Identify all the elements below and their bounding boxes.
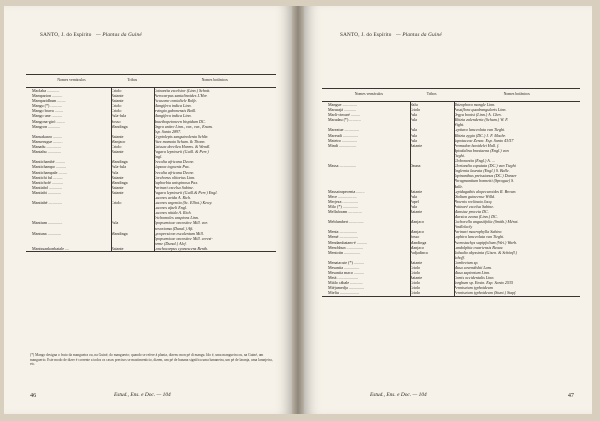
botanical-name-cell: Irvingia gabonensis Baill. [153, 108, 197, 114]
tribe-cell: Baiante [111, 184, 124, 190]
botanical-name-cell: Trichomoles unspions Linn. [153, 215, 199, 221]
botanical-name-cell: Phragmantium bonnetti (Sprague) S. [453, 178, 515, 184]
tribe-cell: Manjaco [409, 244, 425, 250]
table-body [26, 88, 276, 251]
vernacular-name-cell: Marli-cimuré ......... [328, 112, 361, 118]
tribe-cell: Criolo [111, 144, 122, 150]
tribe-cell: Mandinga [111, 179, 128, 185]
tribe-cell: Baiante [111, 189, 124, 195]
table-row [322, 290, 580, 295]
botanical-name-cell: Tieghi. [453, 152, 465, 158]
tribe-cell: Fula [111, 169, 119, 175]
botanical-name-cell: Psorostachys sapipfolium (Wei.) Warb. [453, 239, 518, 245]
tribe-cell: Fula [409, 137, 417, 143]
botanical-name-cell: Pennisetum typhoideum [453, 285, 493, 291]
tribe-cell: Baiante [409, 142, 423, 148]
vernacular-name-cell: Mece .................. [328, 193, 357, 199]
botanical-name-cell: Lucenes urgentia (Sc. Elliot.) Kewy. [153, 200, 213, 206]
botanical-name-cell: Fagara leprieurii (Guill. & Perr.) [153, 149, 209, 155]
tribe-cell: Baiante [409, 208, 423, 214]
vernacular-name-cell: Mantichofé ........... [32, 179, 64, 185]
tribe-cell: Criolo [111, 103, 122, 109]
tribe-cell: Baiante [409, 259, 423, 265]
table-header [26, 75, 276, 88]
vernacular-name-cell: Mantuna ............. [32, 230, 61, 236]
column-header-tribes: Tribos [426, 92, 437, 97]
plant-names-table [322, 88, 580, 297]
botanical-name-cell: Mansiae proceta DC. [453, 208, 489, 214]
tribe-cell: Baiante [111, 133, 124, 139]
botanical-name-cell: Epopsvmicae oncostive Mill. var. [153, 220, 208, 226]
tribe-cell: Criolo [409, 107, 421, 113]
vernacular-name-cell: Metá .................... [328, 275, 358, 281]
botanical-name-cell: Sorghum sp. Ensin. Esp. Santo 2535 [453, 280, 514, 286]
header-title: — Plantas da Guiné [96, 32, 142, 38]
vernacular-name-cell: Menchhun ................ [328, 244, 363, 250]
vernacular-name-cell: Mieliu ................... [328, 290, 360, 296]
botanical-name-cell: Pennisetum typhoideum (Stunt.) Stapf. [453, 290, 517, 296]
vernacular-name-cell: Mantiabi ............. [32, 189, 62, 195]
botanical-name-cell: Albizia zalenderia (Schum.) W. F. [453, 117, 509, 123]
botanical-name-cell: Fagara leprieurii (Guill.& Perr.) Engl. [153, 189, 218, 195]
vernacular-name-cell: Mareudi ............... [328, 132, 359, 138]
vernacular-name-cell: Manadu .............. [32, 144, 61, 150]
tribe-cell: Criolo [111, 88, 122, 93]
tribe-cell: Papel [409, 198, 419, 204]
vernacular-name-cell: Maradau (*) ........... [328, 117, 361, 123]
vernacular-name-cell: Massatrapecenta ........ [328, 188, 365, 194]
botanical-name-cell: Apiodalina brasiaena (Engl.) van [453, 147, 509, 153]
vernacular-name-cell: Mangu (*) ........... [32, 103, 62, 109]
botanical-name-cell: Premadon baoidelei Hall. f. [453, 142, 500, 148]
book-gutter [292, 6, 304, 414]
botanical-name-cell: Musa sapientum Linn. [453, 270, 491, 276]
vernacular-name-cell: Miéjumedja ............... [328, 285, 365, 291]
vernacular-name-cell: Mantichampo .......... [32, 164, 66, 170]
botanical-name-cell: Gloriandia caputata (DC.) van Tieghi [453, 163, 516, 169]
tribe-cell: Mandinga [409, 239, 427, 245]
vernacular-name-cell: Mebfambert .............. [328, 219, 364, 225]
page-number: 47 [567, 392, 574, 399]
tribe-cell: Mandinga [111, 159, 128, 165]
botanical-name-cell: Lophira lanceolata van Tieghi. [453, 234, 505, 240]
vernacular-name-cell: Mellaforam ............. [328, 208, 362, 214]
botanical-name-cell: Vitex mamaia Schum. & Thonn. [153, 138, 206, 144]
footnote: (*) Mango designa o fruto da mangueira ou, na Guiné, do manguerio; quando se refere à planta, dizem: mon pé di mangu. Ido é, uma mangueira ou, na Guiné, um manguerio. Este modo de dizer é corrente a todos os casos precisos se mastimenticio, dizem, um pé de banana significa uma bananeira, um pé de laranja, uma laranjeira, etc. [30, 353, 273, 367]
column-header-vernacular: Nomes vernáculos [354, 92, 383, 97]
botanical-name-cell: Parinari macrophylla Sabine. [453, 229, 503, 235]
vernacular-name-cell: Mantium .............. [32, 220, 63, 226]
botanical-name-cell: Potinaré excelsa Sabine. [453, 203, 495, 209]
botanical-name-cell: Marsica zeana (Linn.) DC. [453, 214, 498, 220]
column-divider [154, 88, 155, 251]
botanical-name-cell: Combretum sp. [453, 259, 479, 265]
botanical-name-cell: Albizia zygia (DC.) J. F. Macbr. [453, 132, 506, 138]
botanical-name-cell: Uapaca togoenis Pax. [153, 164, 190, 170]
column-divider [454, 102, 455, 296]
botanical-name-cell: Ficusome contaliele Rolfe. [153, 98, 198, 104]
tribe-cell: Criolo [409, 270, 421, 276]
tribe-cell: Fula [409, 112, 417, 118]
botanical-name-cell: Rhizophora mangle Linn. [453, 102, 496, 107]
tribe-cell: Fula [409, 193, 417, 199]
botanical-name-cell: Parinari excelsa Sabine. [153, 184, 194, 190]
table-header [322, 89, 580, 102]
botanical-name-cell: Engl. [153, 154, 163, 160]
tribe-cell: Baiante [409, 188, 423, 194]
botanical-name-cell: Cryptolepis sanguinolenta Schltr. [153, 133, 209, 139]
botanical-name-cell: Esp. Santo 2897. [153, 128, 182, 134]
tribe-cell: Fula [111, 220, 119, 226]
tribe-cell: Dauna [409, 163, 421, 169]
vernacular-name-cell: Merjeza ............... [328, 198, 358, 204]
tribe-cell: Fula-fula [111, 113, 127, 119]
vernacular-name-cell: Marurajá ............ [328, 107, 357, 113]
table-row [26, 246, 276, 251]
tribe-cell: Baiante [111, 149, 124, 155]
botanical-name-cell: Sapotaceae Zenea. Esp. Santo 43/57 [453, 137, 514, 143]
botanical-name-cell: Ozgra unitre Linn., var., var., Enum. [153, 123, 213, 129]
tribe-cell: Criolo [111, 200, 122, 206]
vernacular-name-cell: Mantiabé ............. [32, 200, 62, 206]
botanical-name-cell: Cochorella angustifolia (Smith.) Mérat. [453, 219, 519, 225]
tribe-cell: Manjaco [111, 138, 126, 144]
botanical-name-cell: Pterocarpus santalinoides L'Her. [153, 93, 208, 99]
botanical-name-cell: Englemia laurata (Engl.) S. Balle. [453, 168, 510, 174]
botanical-name-cell: Phoenix reclinata Jacq. [453, 198, 493, 204]
vernacular-name-cell: Mentotin ................ [328, 249, 361, 255]
tribe-cell: Mandinga [111, 230, 128, 236]
tribe-cell: Fula [409, 203, 417, 209]
series-reference: Estud., Ens. e Doc. — 104 [114, 392, 171, 398]
botanical-name-cell: Lepidagathis alopecuroides R. Brown. [453, 188, 517, 194]
vernacular-name-cell: Mangron ............ [32, 123, 61, 129]
botanical-name-cell: Landolphia owariensis Beauv. [453, 244, 504, 250]
table-bottom-rule [322, 296, 580, 297]
tribe-cell: Sosso [111, 118, 121, 124]
table-body [322, 102, 580, 296]
botanical-name-cell: Epopsvmicae oncostive Mill. ceresi- [153, 235, 213, 241]
vernacular-name-cell: Mamparidhum ........ [32, 98, 66, 104]
vernacular-name-cell: Mantichi ful ......... [32, 174, 63, 180]
vernacular-name-cell: Mindi ................. [328, 142, 357, 148]
vernacular-name-cell: Mareatue .............. [328, 127, 359, 133]
botanical-name-cell: Comis occidentalis Linn. [453, 275, 495, 281]
tribe-cell: Nalu [409, 102, 418, 107]
tribe-cell: Fula [409, 117, 417, 123]
tribe-cell: Criolo [409, 290, 421, 296]
vernacular-name-cell: Mantichambé ......... [32, 159, 65, 165]
tribe-cell: Mandinga [111, 123, 128, 129]
botanical-name-cell: Lucenes afaeli Engl. [153, 205, 188, 211]
plant-names-table [26, 74, 276, 252]
vernacular-name-cell: Mesantia ............... [328, 265, 360, 270]
botanical-name-cell: Euphorbia unispinosa Pax. [153, 179, 199, 185]
botanical-name-cell: Tapinanthus preissianus (DC.) Danser [453, 173, 517, 179]
botanical-name-cell: Dialium guineense Willd. [453, 193, 496, 199]
tribe-cell: Baiante [111, 174, 124, 180]
vernacular-name-cell: Menta ................. [328, 229, 357, 235]
tribe-cell: Criolo [111, 108, 122, 114]
tribe-cell: Criolo [409, 285, 421, 291]
rows-container [322, 102, 580, 296]
column-header-tribes: Tribos [127, 78, 138, 83]
botanical-name-cell: Trecalia africana Decne. [153, 159, 195, 165]
botanical-name-cell: Treculia africana Decne. [153, 169, 195, 175]
vernacular-name-cell: Mantsuankonbatale .... [32, 245, 70, 251]
vernacular-name-cell: Maclaba ............ [32, 88, 60, 93]
tribe-cell: Criolo [409, 265, 421, 270]
botanical-name-cell: Mangifera indica Linn. [153, 113, 192, 119]
vernacular-name-cell: Mango une .......... [32, 113, 62, 119]
running-header [340, 32, 560, 38]
series-reference: Estud., Ens. e Doc. — 104 [370, 392, 427, 398]
botanical-name-cell: Mangifera indica Linn. [153, 103, 192, 109]
botanical-name-cell: Passiflora quadrangularis Linn. [453, 107, 507, 113]
botanical-name-cell: Lonchocarpus cyanescens Benth. [153, 245, 208, 251]
book-right-edge [592, 0, 600, 421]
vernacular-name-cell: Memé .................. [328, 234, 358, 240]
tribe-cell: Baiante [111, 245, 124, 251]
column-header-botanical: Nomes botânicos [503, 92, 530, 97]
vernacular-name-cell: Mesantia maco .......... [328, 270, 365, 276]
tribe-cell: Fula-fula [111, 164, 127, 170]
column-header-vernacular: Nomes vernáculos [57, 78, 86, 83]
rows-container [26, 88, 276, 251]
tribe-cell: Criolo [409, 280, 421, 286]
botanical-name-cell: mesoriama (Dunal.) Aft. [153, 225, 194, 231]
vernacular-name-cell: Mangona-giró ........ [32, 118, 65, 124]
botanical-name-cell: Kobadia abyssinia (Gisen. & Schönfl.) [453, 249, 518, 255]
tribe-cell: Fula [409, 127, 417, 133]
botanical-name-cell: Wight. [453, 122, 465, 128]
right-page [304, 6, 592, 414]
vernacular-name-cell: Manserugue ......... [32, 138, 63, 144]
vernacular-name-cell: Miálo cábale ............ [328, 280, 363, 286]
tribe-cell: Baiante [111, 98, 124, 104]
vernacular-name-cell: Mendambatam-é .......... [328, 239, 367, 245]
column-divider [111, 88, 112, 251]
vernacular-name-cell: Mangue .............. [328, 102, 357, 107]
running-header [40, 32, 260, 38]
tribe-cell: Sosso [409, 234, 420, 240]
vernacular-name-cell: Mantahu ............. [32, 149, 61, 155]
column-divider [410, 102, 411, 296]
tribe-cell: Fula [409, 132, 417, 138]
botanical-name-cell: forme (Dunal.) Alef. [153, 240, 187, 246]
vernacular-name-cell: Mantiabd ............. [32, 184, 63, 190]
botanical-name-cell: Coinantia excelsior (Linn.) Schott. [153, 88, 211, 93]
botanical-name-cell: Schoff. [453, 254, 465, 260]
botanical-name-cell: Orgya bootsi (Linn.) A. Chev. [453, 112, 502, 118]
header-author: SANTO, J. do Espírito [40, 32, 92, 38]
tribe-cell: Manjaco [409, 229, 425, 235]
tribe-cell: Baiante [111, 93, 124, 99]
botanical-name-cell: Lycopersicon esculentum Mill. [153, 230, 204, 236]
vernacular-name-cell: Massa ................ [328, 163, 356, 169]
vernacular-name-cell: Menatacute (*) .......... [328, 259, 365, 265]
page-number: 46 [30, 392, 37, 399]
botanical-name-cell: Musa cavendishii Lam. [453, 265, 492, 270]
botanical-name-cell: Leptiara lanceolata van Tieghi. [453, 127, 506, 133]
botanical-name-cell: Corchorus olitorius Linn. [153, 174, 196, 180]
header-title: — Plantas da Guiné [396, 32, 442, 38]
botanical-name-cell: Anaethopetoneen bispidum DC. [153, 118, 206, 124]
botanical-name-cell: Lucenes avida A. Rich. [153, 194, 192, 200]
vernacular-name-cell: Milo (*) ............... [328, 203, 359, 209]
left-page [4, 6, 292, 414]
header-author: SANTO, J. do Espírito [340, 32, 392, 38]
botanical-name-cell: Balle. [453, 183, 464, 189]
tribe-cell: Manjaco [409, 219, 425, 225]
botanical-name-cell: Caissea dereilea Harms. & Wendl. [153, 144, 211, 150]
column-header-botanical: Nomes botânicos [201, 78, 228, 83]
botanical-name-cell: Findlelacly [453, 224, 473, 230]
vernacular-name-cell: Mamparion .......... [32, 93, 63, 99]
book-bottom-edge [0, 414, 600, 421]
vernacular-name-cell: Mateiro ............... [328, 137, 358, 143]
botanical-name-cell: Lucenes nitida A. Rich. [153, 210, 192, 216]
tribe-cell: Padjadinca [409, 249, 428, 255]
botanical-name-cell: Globorantia (Engl.) A. ... [453, 158, 495, 164]
table-bottom-rule [26, 251, 276, 252]
tribe-cell: Baiante [409, 275, 423, 281]
vernacular-name-cell: Mantichampale ........ [32, 169, 67, 175]
vernacular-name-cell: Mansakaaro ......... [32, 133, 63, 139]
vernacular-name-cell: Mango brava ........ [32, 108, 63, 114]
